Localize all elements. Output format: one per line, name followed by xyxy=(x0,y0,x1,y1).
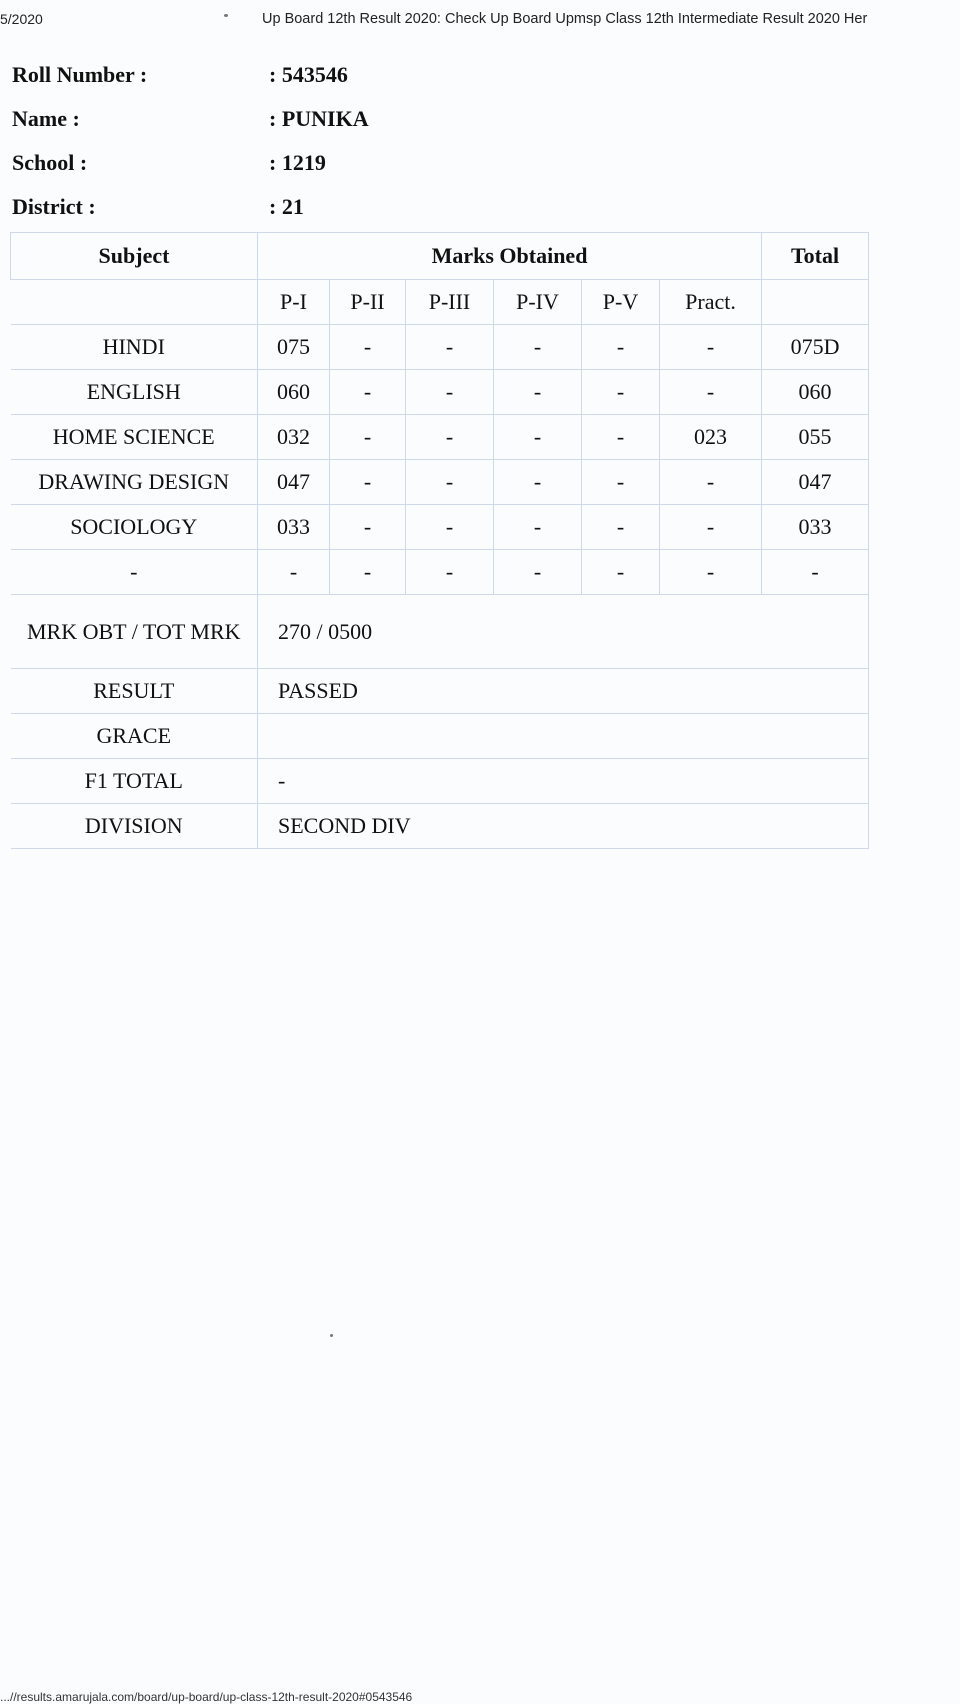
mark-cell: - xyxy=(494,460,582,505)
mark-cell: 060 xyxy=(258,370,330,415)
summary-row xyxy=(11,669,869,714)
summary-row xyxy=(11,595,869,669)
summary-value: 270 / 0500 xyxy=(258,595,869,669)
scan-speck xyxy=(330,1334,333,1337)
marks-table xyxy=(10,232,869,849)
mark-cell: - xyxy=(582,505,660,550)
subject-cell: DRAWING DESIGN xyxy=(11,460,258,505)
summary-label: DIVISION xyxy=(11,804,258,849)
subject-cell: HINDI xyxy=(11,325,258,370)
mark-cell: - xyxy=(330,550,406,595)
summary-label: F1 TOTAL xyxy=(11,759,258,804)
total-header: Total xyxy=(762,233,869,280)
subject-cell: HOME SCIENCE xyxy=(11,415,258,460)
scan-speck xyxy=(224,14,228,17)
mark-cell: - xyxy=(258,550,330,595)
empty-cell xyxy=(762,280,869,325)
footer-url: ...//results.amarujala.com/board/up-board/up-class-12th-result-2020#0543546 xyxy=(0,1690,413,1704)
paper-header: P-V xyxy=(582,280,660,325)
mark-cell: 033 xyxy=(258,505,330,550)
page-title: Up Board 12th Result 2020: Check Up Board Upmsp Class 12th Intermediate Result 2020 Her xyxy=(262,11,868,27)
mark-cell: - xyxy=(406,370,494,415)
print-date: 5/2020 xyxy=(0,11,43,27)
roll-number-value: : 543546 xyxy=(269,62,348,87)
total-cell: 033 xyxy=(762,505,869,550)
mark-cell: - xyxy=(582,460,660,505)
table-header-row xyxy=(11,233,869,280)
mark-cell: - xyxy=(330,325,406,370)
mark-cell: - xyxy=(406,415,494,460)
total-cell: 060 xyxy=(762,370,869,415)
mark-cell: - xyxy=(660,460,762,505)
total-cell: 047 xyxy=(762,460,869,505)
paper-header: P-II xyxy=(330,280,406,325)
district-value: : 21 xyxy=(269,194,304,219)
subject-cell: ENGLISH xyxy=(11,370,258,415)
mark-cell: - xyxy=(494,415,582,460)
mark-cell: - xyxy=(582,325,660,370)
mark-cell: - xyxy=(494,325,582,370)
summary-row xyxy=(11,714,869,759)
summary-label: GRACE xyxy=(11,714,258,759)
mark-cell: 047 xyxy=(258,460,330,505)
table-row xyxy=(11,505,869,550)
mark-cell: - xyxy=(582,370,660,415)
summary-label: MRK OBT / TOT MRK xyxy=(11,595,258,669)
mark-cell: - xyxy=(660,550,762,595)
table-row xyxy=(11,325,869,370)
mark-cell: - xyxy=(494,505,582,550)
mark-cell: - xyxy=(330,415,406,460)
mark-cell: - xyxy=(406,325,494,370)
table-row xyxy=(11,370,869,415)
subject-cell: - xyxy=(11,550,258,595)
summary-row xyxy=(11,804,869,849)
mark-cell: - xyxy=(660,325,762,370)
mark-cell: - xyxy=(330,460,406,505)
mark-cell: - xyxy=(406,550,494,595)
mark-cell: - xyxy=(494,370,582,415)
total-cell: - xyxy=(762,550,869,595)
empty-cell xyxy=(11,280,258,325)
mark-cell: - xyxy=(660,370,762,415)
summary-value: SECOND DIV xyxy=(258,804,869,849)
paper-header: Pract. xyxy=(660,280,762,325)
mark-cell: 023 xyxy=(660,415,762,460)
mark-cell: - xyxy=(330,505,406,550)
summary-row xyxy=(11,759,869,804)
name-value: : PUNIKA xyxy=(269,106,369,131)
summary-value xyxy=(258,714,869,759)
district-label: District : xyxy=(12,194,96,219)
table-row xyxy=(11,550,869,595)
mark-cell: - xyxy=(330,370,406,415)
paper-header: P-III xyxy=(406,280,494,325)
roll-number-label: Roll Number : xyxy=(12,62,148,87)
school-label: School : xyxy=(12,150,88,175)
total-cell: 055 xyxy=(762,415,869,460)
marks-obtained-header: Marks Obtained xyxy=(258,233,762,280)
summary-value: - xyxy=(258,759,869,804)
school-value: : 1219 xyxy=(269,150,326,175)
summary-value: PASSED xyxy=(258,669,869,714)
name-label: Name : xyxy=(12,106,80,131)
mark-cell: - xyxy=(660,505,762,550)
mark-cell: - xyxy=(582,415,660,460)
total-cell: 075D xyxy=(762,325,869,370)
paper-header-row xyxy=(11,280,869,325)
mark-cell: - xyxy=(494,550,582,595)
summary-label: RESULT xyxy=(11,669,258,714)
paper-header: P-IV xyxy=(494,280,582,325)
subject-cell: SOCIOLOGY xyxy=(11,505,258,550)
mark-cell: 075 xyxy=(258,325,330,370)
table-row xyxy=(11,460,869,505)
mark-cell: - xyxy=(406,460,494,505)
table-row xyxy=(11,415,869,460)
subject-header: Subject xyxy=(11,233,258,280)
mark-cell: 032 xyxy=(258,415,330,460)
mark-cell: - xyxy=(582,550,660,595)
paper-header: P-I xyxy=(258,280,330,325)
mark-cell: - xyxy=(406,505,494,550)
